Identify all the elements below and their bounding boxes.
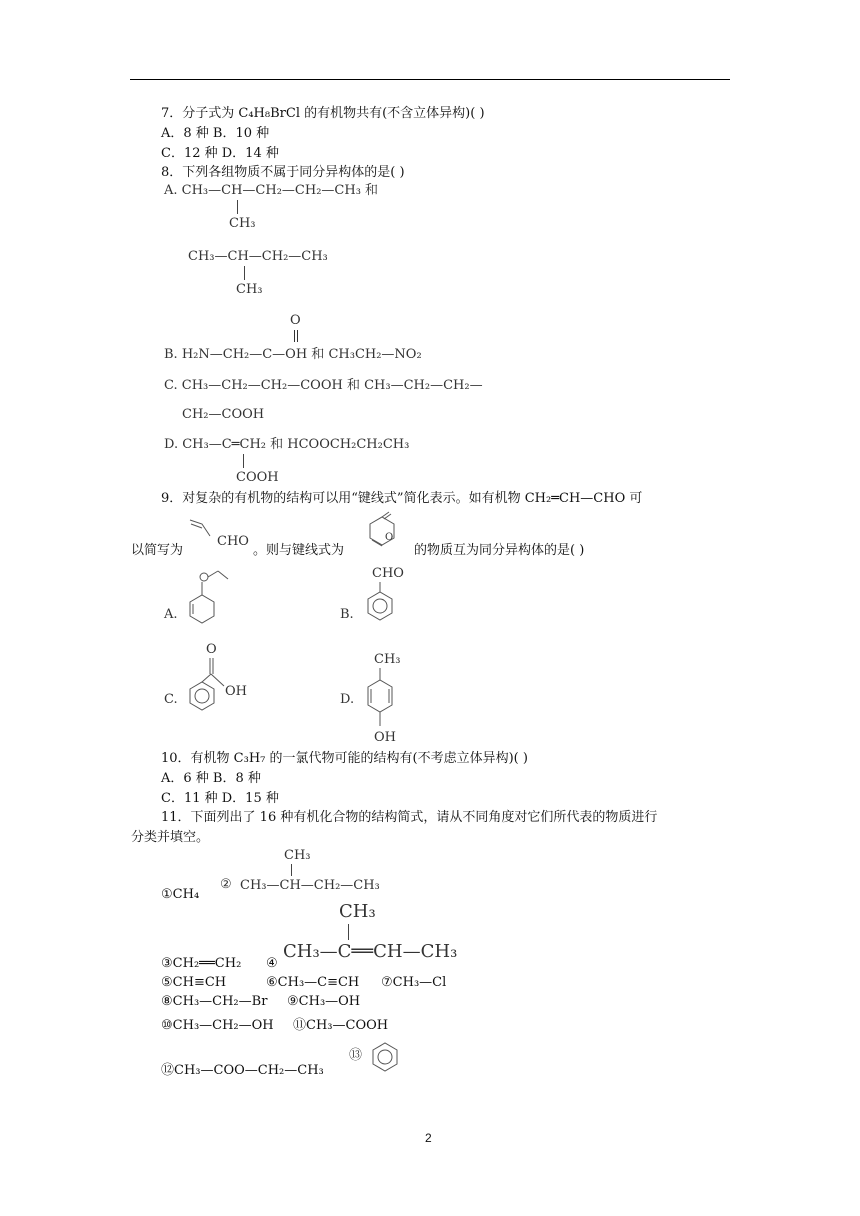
compound-10: ⑩CH₃—CH₂—OH xyxy=(161,1018,274,1033)
bond-line xyxy=(244,266,245,280)
header-rule xyxy=(130,79,730,80)
phenyl-ether-structure-icon xyxy=(184,566,240,632)
q8-option-a-line2: CH₃—CH—CH₂—CH₃ xyxy=(188,249,328,264)
compound-9: ⑨CH₃—OH xyxy=(287,994,361,1009)
q8-option-c-line2: CH₂—COOH xyxy=(182,407,265,422)
q7-options-ab: A．8 种 B．10 种 xyxy=(161,126,270,141)
pyran-ring-icon xyxy=(356,510,406,558)
q8-option-c-line1: C. CH₃—CH₂—CH₂—COOH 和 CH₃—CH₂—CH₂— xyxy=(164,378,483,393)
q9-line2-post: 的物质互为同分异构体的是( ) xyxy=(414,543,585,558)
q8-option-b-oxygen: O xyxy=(290,313,301,328)
q7-stem: 7．分子式为 C₄H₈BrCl 的有机物共有(不含立体异构)( ) xyxy=(161,106,485,121)
acrolein-skeletal-icon xyxy=(188,516,218,540)
q9-option-c-oxygen: O xyxy=(206,642,217,657)
q8-option-d: D. CH₃—C═CH₂ 和 HCOOCH₂CH₂CH₃ xyxy=(164,437,410,452)
compound-4: CH₃—C══CH—CH₃ xyxy=(283,941,458,962)
benzoic-acid-structure-icon xyxy=(184,656,234,720)
q8-stem: 8．下列各组物质不属于同分异构体的是( ) xyxy=(161,165,405,180)
compound-4-branch: CH₃ xyxy=(339,901,376,922)
q9-option-d-label: D. xyxy=(340,692,355,707)
benzene-ring-icon xyxy=(368,1038,408,1078)
bond-line xyxy=(237,200,238,214)
q9-option-c-oh: OH xyxy=(225,684,247,699)
q9-option-d-oh: OH xyxy=(374,730,396,745)
q9-option-a-label: A. xyxy=(164,607,178,622)
q8-option-b: B. H₂N—CH₂—C—OH 和 CH₃CH₂—NO₂ xyxy=(164,347,422,362)
q10-options-cd: C．11 种 D．15 种 xyxy=(161,791,279,806)
p-cresol-ring-icon xyxy=(362,668,402,734)
q9-option-d-ch3: CH₃ xyxy=(374,652,401,667)
compound-2-number: ② xyxy=(220,877,232,892)
compound-8: ⑧CH₃—CH₂—Br xyxy=(161,994,268,1009)
compound-2: CH₃—CH—CH₂—CH₃ xyxy=(240,878,380,893)
compound-2-branch: CH₃ xyxy=(284,848,311,863)
q9-option-c-label: C. xyxy=(164,692,178,707)
q8-option-a-line1: A. CH₃—CH—CH₂—CH₂—CH₃ 和 xyxy=(164,183,379,198)
q9-option-b-label: B. xyxy=(340,607,354,622)
q10-options-ab: A．6 种 B．8 种 xyxy=(161,771,261,786)
q8-option-a-branch2: CH₃ xyxy=(236,282,263,297)
benzaldehyde-ring-icon xyxy=(362,582,402,632)
q8-option-a-branch1: CH₃ xyxy=(229,216,256,231)
bond-line xyxy=(348,924,349,940)
compound-7: ⑦CH₃—Cl xyxy=(381,975,447,990)
compound-13-number: ⑬ xyxy=(349,1048,363,1063)
page-number: 2 xyxy=(425,1131,432,1145)
compound-1: ①CH₄ xyxy=(161,887,200,902)
compound-4-number: ④ xyxy=(266,956,278,971)
bond-line xyxy=(243,454,244,468)
q11-stem-line1: 11．下面列出了 16 种有机化合物的结构简式，请从不同角度对它们所代表的物质进行 xyxy=(161,810,658,825)
q9-line2-mid: 。则与键线式为 xyxy=(253,543,345,558)
q9-line2-pre: 以简写为 xyxy=(131,543,184,558)
double-bond xyxy=(294,330,298,342)
q9-ring-oxygen: O xyxy=(385,532,394,543)
compound-12: ⑫CH₃—COO—CH₂—CH₃ xyxy=(161,1063,324,1078)
compound-6: ⑥CH₃—C≡CH xyxy=(266,975,360,990)
q9-cho-label: CHO xyxy=(217,534,249,549)
q9-stem: 9．对复杂的有机物的结构可以用“键线式”简化表示。如有机物 CH₂═CH—CHO 可 xyxy=(161,491,643,506)
compound-5: ⑤CH≡CH xyxy=(161,975,227,990)
q9-option-b-cho: CHO xyxy=(372,566,404,581)
q11-stem-line2: 分类并填空。 xyxy=(131,830,210,845)
q10-stem: 10．有机物 C₃H₇ 的一氯代物可能的结构有(不考虑立体异构)( ) xyxy=(161,751,528,766)
compound-11: ⑪CH₃—COOH xyxy=(293,1018,389,1033)
bond-line xyxy=(291,864,292,876)
compound-3: ③CH₂══CH₂ xyxy=(161,956,242,971)
q8-option-d-branch: COOH xyxy=(236,470,279,485)
q7-options-cd: C．12 种 D．14 种 xyxy=(161,146,279,161)
